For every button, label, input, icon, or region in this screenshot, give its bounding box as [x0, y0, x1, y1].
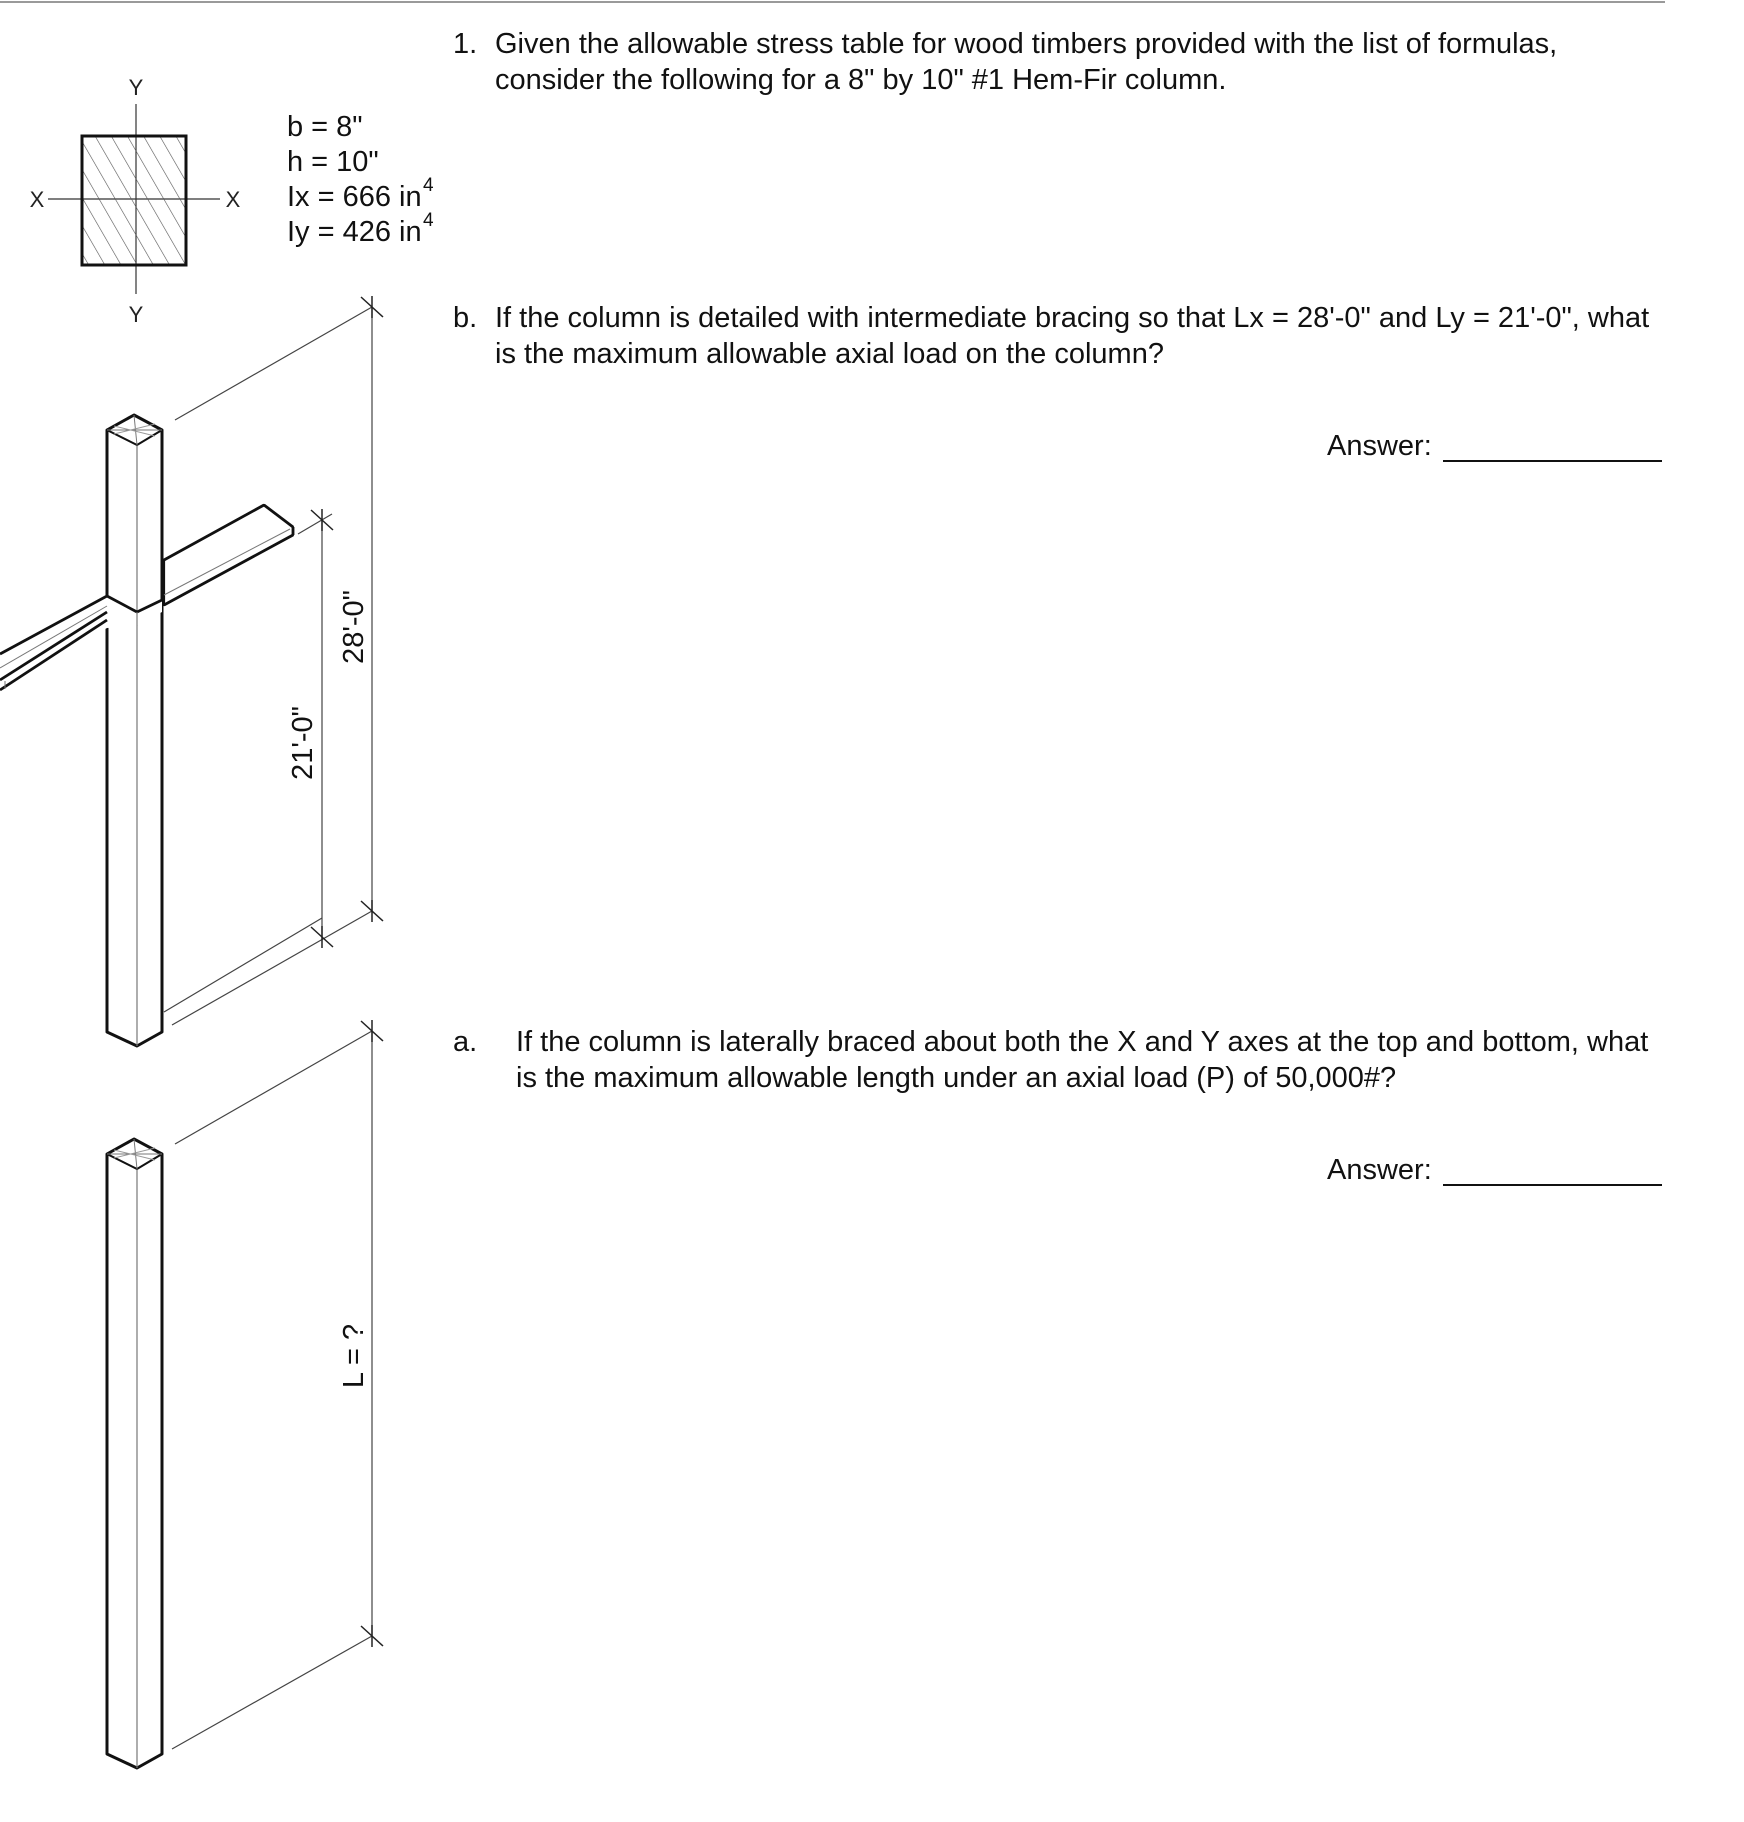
question-b-line-1: If the column is detailed with intermediate bracing so that Lx = 28'-0" and Ly = 21'-0", what — [495, 302, 1650, 334]
cross-section-diagram — [30, 75, 241, 327]
dim-label-21ft: 21'-0" — [287, 706, 319, 780]
question-a-line-2: is the maximum allowable length under an axial load (P) of 50,000#? — [516, 1062, 1397, 1094]
answer-a-blank[interactable] — [1443, 1184, 1662, 1186]
question-b-line-2: is the maximum allowable axial load on the column? — [495, 338, 1164, 370]
answer-b — [1327, 428, 1667, 468]
prop-b: b = 8" — [287, 111, 363, 143]
prop-ix: Ix = 666 in — [287, 181, 422, 213]
prop-iy: Iy = 426 in — [287, 216, 422, 248]
question-a-letter: a. — [453, 1026, 478, 1058]
section-hatch — [82, 136, 186, 265]
question-1-line-1: Given the allowable stress table for wood timbers provided with the list of formulas, — [495, 28, 1558, 60]
bracing-beam — [164, 505, 293, 605]
axis-label-x-right: X — [225, 187, 241, 212]
question-b — [453, 300, 1723, 376]
prop-ix-exponent: 4 — [423, 175, 434, 196]
answer-b-blank[interactable] — [1443, 460, 1662, 462]
answer-a — [1327, 1152, 1667, 1192]
answer-a-label: Answer: — [1327, 1154, 1432, 1186]
answer-b-label: Answer: — [1327, 430, 1432, 462]
prop-h: h = 10" — [287, 146, 379, 178]
unbraced-column — [107, 1139, 162, 1768]
prop-iy-exponent: 4 — [423, 210, 434, 231]
question-1-line-2: consider the following for a 8" by 10" #1 Hem-Fir column. — [495, 64, 1227, 96]
axis-label-y-bottom: Y — [128, 302, 144, 327]
dim-label-28ft: 28'-0" — [338, 590, 370, 664]
unbraced-column-diagram — [107, 1020, 383, 1768]
braced-column-diagram — [0, 296, 383, 1046]
braced-column — [107, 415, 162, 1046]
question-1 — [453, 26, 1713, 102]
question-1-number: 1. — [453, 28, 478, 60]
question-b-letter: b. — [453, 302, 478, 334]
section-properties — [287, 111, 434, 248]
question-a — [453, 1024, 1723, 1100]
axis-label-x-left: X — [29, 187, 45, 212]
axis-label-y-top: Y — [128, 75, 144, 100]
question-a-line-1: If the column is laterally braced about both the X and Y axes at the top and bottom, what — [516, 1026, 1649, 1058]
dim-label-unknown-length: L = ? — [338, 1323, 370, 1389]
